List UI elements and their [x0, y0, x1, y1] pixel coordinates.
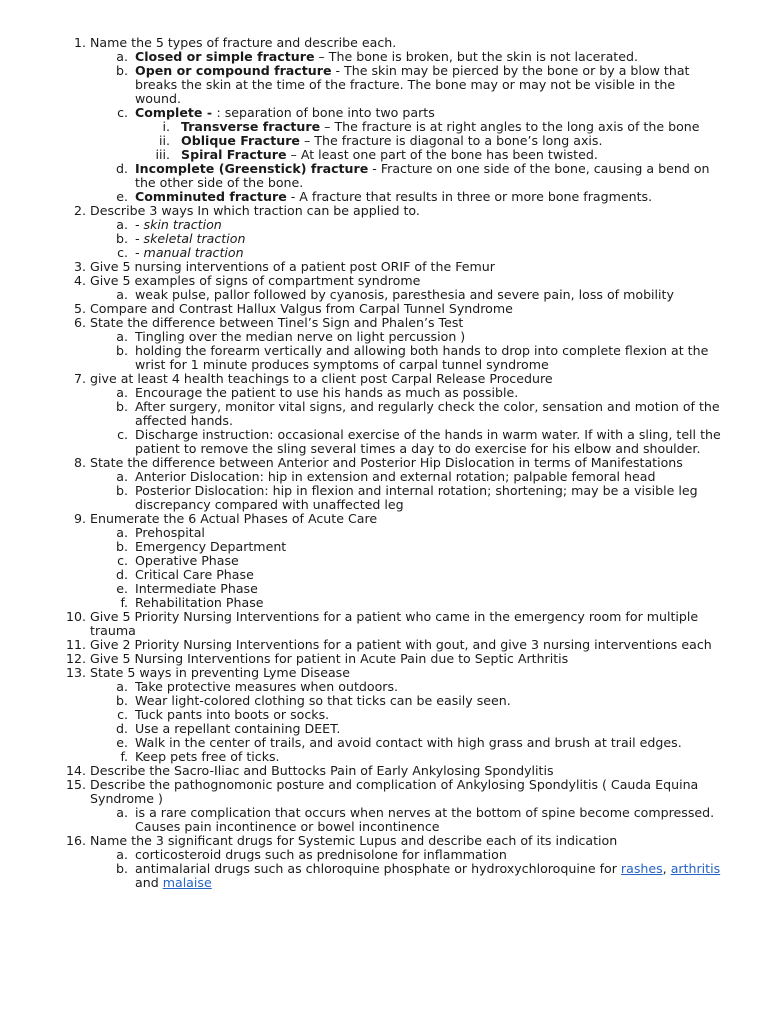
list-marker: 5.: [73, 301, 86, 316]
list-item-text: [90, 274, 724, 288]
item-text: Describe the pathognomonic posture and complication of Ankylosing Spondylitis ( Cauda Equina Syndrome ): [90, 777, 699, 806]
list-marker: i.: [162, 119, 170, 134]
item-text: Give 5 nursing interventions of a patient post ORIF of the Femur: [90, 259, 495, 274]
list-item-text: [90, 764, 724, 778]
item-text: Operative Phase: [135, 553, 239, 568]
list-item: [0, 302, 768, 316]
list-marker: b.: [116, 63, 128, 78]
list-marker: 6.: [73, 315, 86, 330]
item-text: Keep pets free of ticks.: [135, 749, 280, 764]
list-marker: a.: [116, 49, 128, 64]
sub-list-item: [0, 470, 768, 484]
list-item: [0, 260, 768, 274]
list-marker: 1.: [73, 35, 86, 50]
item-text: Rehabilitation Phase: [135, 595, 264, 610]
list-marker: a.: [116, 287, 128, 302]
sub-list-item: [0, 680, 768, 694]
list-marker: 13.: [65, 665, 86, 680]
list-marker: b.: [116, 539, 128, 554]
item-text: After surgery, monitor vital signs, and regularly check the color, sensation and motion of the affected hands.: [135, 399, 720, 428]
sub-sub-list-item: [0, 134, 768, 148]
list-marker: iii.: [155, 147, 170, 162]
list-marker: b.: [116, 693, 128, 708]
list-marker: a.: [116, 329, 128, 344]
item-text: - The skin may be pierced by the bone or by a blow that breaks the skin at the time of the fracture. The bone may or may not be visible in the wound.: [135, 63, 690, 106]
bold-term: Incomplete (Greenstick) fracture: [135, 161, 369, 176]
sub-list-item: [0, 568, 768, 582]
item-text: – At least one part of the bone has been twisted.: [286, 147, 598, 162]
list-item-text: [135, 554, 724, 568]
sub-list-item: [0, 162, 768, 190]
list-item-text: [181, 120, 724, 134]
list-marker: a.: [116, 679, 128, 694]
sub-list-item: [0, 862, 768, 890]
list-item-text: [135, 330, 724, 344]
sub-list-item: [0, 750, 768, 764]
sub-list-item: [0, 582, 768, 596]
sub-list-item: [0, 64, 768, 106]
item-text: Give 5 examples of signs of compartment syndrome: [90, 273, 421, 288]
list-item-text: [135, 400, 724, 428]
sub-sub-list-item: [0, 148, 768, 162]
sub-list-item: [0, 330, 768, 344]
list-item-text: [90, 652, 724, 666]
item-text: holding the forearm vertically and allowing both hands to drop into complete flexion at the wrist for 1 minute produces symptoms of carpal tunnel syndrome: [135, 343, 709, 372]
list-marker: d.: [116, 567, 128, 582]
list-item-text: [135, 190, 724, 204]
list-marker: a.: [116, 805, 128, 820]
item-text: : separation of bone into two parts: [216, 105, 435, 120]
item-text: Compare and Contrast Hallux Valgus from Carpal Tunnel Syndrome: [90, 301, 513, 316]
list-item-text: [181, 134, 724, 148]
list-item-text: [135, 386, 724, 400]
item-text: Describe the Sacro-Iliac and Buttocks Pain of Early Ankylosing Spondylitis: [90, 763, 554, 778]
list-item-text: [90, 316, 724, 330]
bold-term: Closed or simple fracture: [135, 49, 315, 64]
item-text: Describe 3 ways In which traction can be applied to.: [90, 203, 420, 218]
list-item-text: [135, 596, 724, 610]
list-item: [0, 764, 768, 778]
list-marker: c.: [117, 427, 128, 442]
item-text: Name the 5 types of fracture and describe each.: [90, 35, 397, 50]
list-marker: d.: [116, 721, 128, 736]
list-item-text: [90, 610, 724, 638]
list-item-text: [135, 806, 724, 834]
list-item-text: [135, 694, 724, 708]
list-item-text: [135, 722, 724, 736]
list-marker: 8.: [73, 455, 86, 470]
list-item-text: [135, 106, 724, 120]
sub-list-item: [0, 736, 768, 750]
list-item: [0, 610, 768, 638]
list-item-text: [90, 778, 724, 806]
sub-list-item: [0, 554, 768, 568]
list-marker: c.: [117, 105, 128, 120]
list-item-text: [135, 526, 724, 540]
list-item-text: [135, 64, 724, 106]
list-marker: c.: [117, 553, 128, 568]
bold-term: Open or compound fracture: [135, 63, 332, 78]
sub-list-item: [0, 526, 768, 540]
link-malaise[interactable]: malaise: [162, 875, 212, 890]
list-marker: b.: [116, 231, 128, 246]
list-marker: b.: [116, 399, 128, 414]
list-item-text: [135, 484, 724, 512]
list-marker: a.: [116, 217, 128, 232]
item-text: Discharge instruction: occasional exercise of the hands in warm water. If with a sling, tell the patient to remove the sling several times a day to do exercise for his elbow and shoulder.: [135, 427, 721, 456]
list-item-text: [135, 218, 724, 232]
item-text: Intermediate Phase: [135, 581, 258, 596]
list-item-text: [135, 428, 724, 456]
bold-term: Oblique Fracture: [181, 133, 300, 148]
link-arthritis[interactable]: arthritis: [670, 861, 721, 876]
sub-list-item: [0, 190, 768, 204]
list-marker: f.: [120, 749, 128, 764]
item-text: - skin traction: [135, 217, 222, 232]
list-marker: c.: [117, 245, 128, 260]
list-item: [0, 36, 768, 50]
list-marker: e.: [116, 581, 128, 596]
item-text: Encourage the patient to use his hands as much as possible.: [135, 385, 519, 400]
item-text: Name the 3 significant drugs for Systemic Lupus and describe each of its indication: [90, 833, 618, 848]
item-text: give at least 4 health teachings to a client post Carpal Release Procedure: [90, 371, 553, 386]
list-item: [0, 638, 768, 652]
list-marker: b.: [116, 861, 128, 876]
link-separator: and: [135, 875, 163, 890]
bold-term: Transverse fracture: [181, 119, 321, 134]
sub-list-item: [0, 428, 768, 456]
list-marker: e.: [116, 189, 128, 204]
list-item: [0, 666, 768, 680]
item-text: - manual traction: [135, 245, 244, 260]
list-marker: 2.: [73, 203, 86, 218]
list-item: [0, 274, 768, 288]
item-text: Enumerate the 6 Actual Phases of Acute Care: [90, 511, 378, 526]
list-item: [0, 834, 768, 848]
list-item-text: [90, 638, 724, 652]
list-item-text: [181, 148, 724, 162]
list-item-text: [90, 302, 724, 316]
list-item: [0, 512, 768, 526]
list-item-text: [90, 204, 724, 218]
item-text: – The bone is broken, but the skin is not lacerated.: [314, 49, 638, 64]
list-marker: 14.: [65, 763, 86, 778]
item-text: Anterior Dislocation: hip in extension and external rotation; palpable femoral head: [135, 469, 656, 484]
list-marker: 11.: [65, 637, 86, 652]
item-text: Emergency Department: [135, 539, 287, 554]
item-text: - Fracture on one side of the bone, causing a bend on the other side of the bone.: [135, 161, 710, 190]
sub-list-item: [0, 596, 768, 610]
list-item-text: [135, 680, 724, 694]
item-text: State the difference between Tinel’s Sign and Phalen’s Test: [90, 315, 464, 330]
list-marker: a.: [116, 525, 128, 540]
list-item-text: [135, 862, 724, 890]
list-marker: a.: [116, 847, 128, 862]
list-marker: b.: [116, 343, 128, 358]
sub-list-item: [0, 386, 768, 400]
sub-list-item: [0, 218, 768, 232]
bold-term: Complete -: [135, 105, 217, 120]
link-rashes[interactable]: rashes: [620, 861, 663, 876]
list-marker: c.: [117, 707, 128, 722]
list-marker: 10.: [65, 609, 86, 624]
sub-list-item: [0, 50, 768, 64]
sub-list-item: [0, 288, 768, 302]
item-text: – The fracture is at right angles to the long axis of the bone: [320, 119, 700, 134]
list-item: [0, 372, 768, 386]
item-text: Give 2 Priority Nursing Interventions for a patient with gout, and give 3 nursing interventions each: [90, 637, 712, 652]
item-text: - A fracture that results in three or more bone fragments.: [286, 189, 653, 204]
item-text: Posterior Dislocation: hip in flexion and internal rotation; shortening; may be a visible leg discrepancy compared with unaffected leg: [135, 483, 698, 512]
item-text: is a rare complication that occurs when nerves at the bottom of spine become compressed. Causes pain incontinence or bowel incontinence: [135, 805, 715, 834]
item-text: Take protective measures when outdoors.: [135, 679, 399, 694]
link-separator: ,: [662, 861, 671, 876]
list-item: [0, 652, 768, 666]
list-marker: 12.: [65, 651, 86, 666]
item-text: Tuck pants into boots or socks.: [135, 707, 330, 722]
list-item-text: [90, 456, 724, 470]
list-item-text: [90, 36, 724, 50]
list-item-text: [135, 344, 724, 372]
sub-list-item: [0, 344, 768, 372]
sub-list-item: [0, 708, 768, 722]
list-item-text: [135, 470, 724, 484]
list-item-text: [135, 162, 724, 190]
item-text: Give 5 Priority Nursing Interventions for a patient who came in the emergency room for multiple trauma: [90, 609, 699, 638]
list-item-text: [135, 246, 724, 260]
item-text: Wear light-colored clothing so that ticks can be easily seen.: [135, 693, 511, 708]
list-marker: 7.: [73, 371, 86, 386]
list-marker: b.: [116, 483, 128, 498]
list-item: [0, 456, 768, 470]
item-text: Give 5 Nursing Interventions for patient in Acute Pain due to Septic Arthritis: [90, 651, 569, 666]
sub-list-item: [0, 694, 768, 708]
list-item-text: [135, 582, 724, 596]
sub-list-item: [0, 848, 768, 862]
sub-list-item: [0, 484, 768, 512]
list-item-text: [135, 232, 724, 246]
list-item-text: [135, 750, 724, 764]
bold-term: Comminuted fracture: [135, 189, 287, 204]
item-text: State the difference between Anterior and Posterior Hip Dislocation in terms of Manifestations: [90, 455, 683, 470]
list-marker: f.: [120, 595, 128, 610]
sub-list-item: [0, 400, 768, 428]
list-item: [0, 316, 768, 330]
item-text: antimalarial drugs such as chloroquine phosphate or hydroxychloroquine for: [135, 861, 621, 876]
list-item-text: [90, 834, 724, 848]
list-marker: a.: [116, 469, 128, 484]
list-item: [0, 778, 768, 806]
list-item-text: [90, 512, 724, 526]
sub-list-item: [0, 246, 768, 260]
item-text: corticosteroid drugs such as prednisolone for inflammation: [135, 847, 507, 862]
item-text: Critical Care Phase: [135, 567, 254, 582]
item-text: Walk in the center of trails, and avoid contact with high grass and brush at trail edges.: [135, 735, 682, 750]
document-page: [0, 36, 768, 890]
item-text: – The fracture is diagonal to a bone’s long axis.: [299, 133, 603, 148]
list-marker: a.: [116, 385, 128, 400]
sub-list-item: [0, 540, 768, 554]
list-marker: 16.: [65, 833, 86, 848]
list-marker: 9.: [73, 511, 86, 526]
item-text: Use a repellant containing DEET.: [135, 721, 341, 736]
item-text: weak pulse, pallor followed by cyanosis, paresthesia and severe pain, loss of mobility: [135, 287, 674, 302]
sub-list-item: [0, 722, 768, 736]
item-text: State 5 ways in preventing Lyme Disease: [90, 665, 350, 680]
item-text: - skeletal traction: [135, 231, 246, 246]
list-item-text: [135, 708, 724, 722]
list-item-text: [135, 50, 724, 64]
list-marker: 15.: [65, 777, 86, 792]
list-item-text: [90, 666, 724, 680]
list-marker: 3.: [73, 259, 86, 274]
list-item-text: [135, 848, 724, 862]
list-item-text: [135, 540, 724, 554]
sub-list-item: [0, 806, 768, 834]
list-item-text: [90, 260, 724, 274]
item-text: Prehospital: [135, 525, 205, 540]
list-marker: ii.: [158, 133, 170, 148]
list-item: [0, 204, 768, 218]
sub-list-item: [0, 106, 768, 120]
list-marker: e.: [116, 735, 128, 750]
sub-sub-list-item: [0, 120, 768, 134]
list-item-text: [135, 568, 724, 582]
item-text: Tingling over the median nerve on light percussion ): [135, 329, 466, 344]
list-item-text: [135, 736, 724, 750]
list-marker: d.: [116, 161, 128, 176]
bold-term: Spiral Fracture: [181, 147, 287, 162]
list-marker: 4.: [73, 273, 86, 288]
sub-list-item: [0, 232, 768, 246]
list-item-text: [135, 288, 724, 302]
list-item-text: [90, 372, 724, 386]
